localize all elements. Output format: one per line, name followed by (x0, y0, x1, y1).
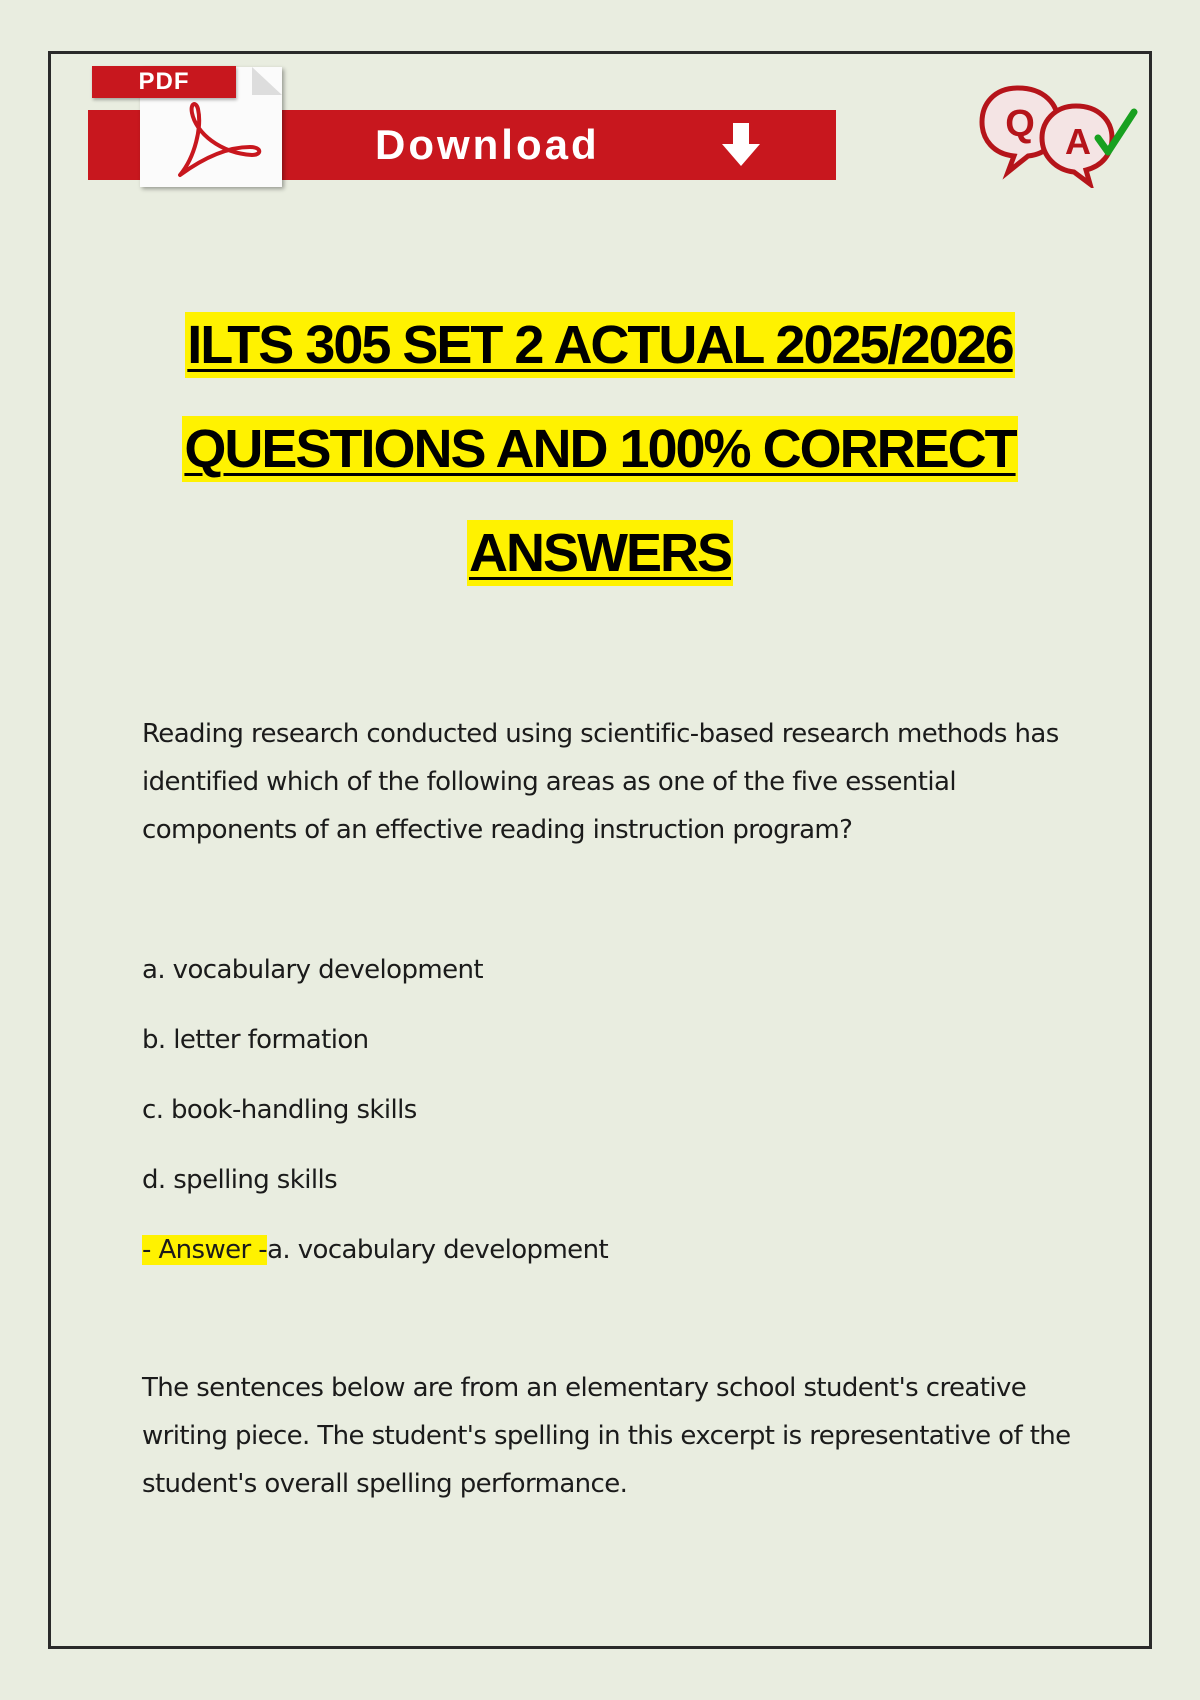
title-line-1: ILTS 305 SET 2 ACTUAL 2025/2026 (185, 312, 1014, 378)
download-arrow-icon[interactable] (716, 120, 766, 170)
answer-row (142, 1225, 1042, 1295)
title-line-3: ANSWERS (467, 520, 733, 586)
question-1-text: Reading research conducted using scientific-based research methods has identified which of the following areas as one of the five essential components of an effective reading instruction program? (142, 719, 1059, 845)
option-c: c. book-handling skills (142, 1095, 417, 1125)
download-banner[interactable] (88, 62, 836, 188)
question-2-text: The sentences below are from an elementary school student's creative writing piece. The student's spelling in this excerpt is representative of the student's overall spelling performance. (142, 1373, 1071, 1499)
option-d: d. spelling skills (142, 1165, 338, 1195)
svg-text:A: A (1065, 121, 1091, 162)
answer-text: a. vocabulary development (267, 1235, 609, 1265)
option-b: b. letter formation (142, 1025, 369, 1055)
question-1-options (142, 945, 1042, 1295)
option-a: a. vocabulary development (142, 955, 483, 985)
title-line-2: QUESTIONS AND 100% CORRECT (182, 416, 1017, 482)
qa-logo (978, 82, 1138, 188)
document-title (100, 312, 1100, 624)
download-label[interactable]: Download (375, 121, 600, 168)
pdf-tag: PDF (92, 66, 236, 98)
answer-label: - Answer - (142, 1235, 268, 1265)
svg-text:Q: Q (1005, 103, 1035, 145)
